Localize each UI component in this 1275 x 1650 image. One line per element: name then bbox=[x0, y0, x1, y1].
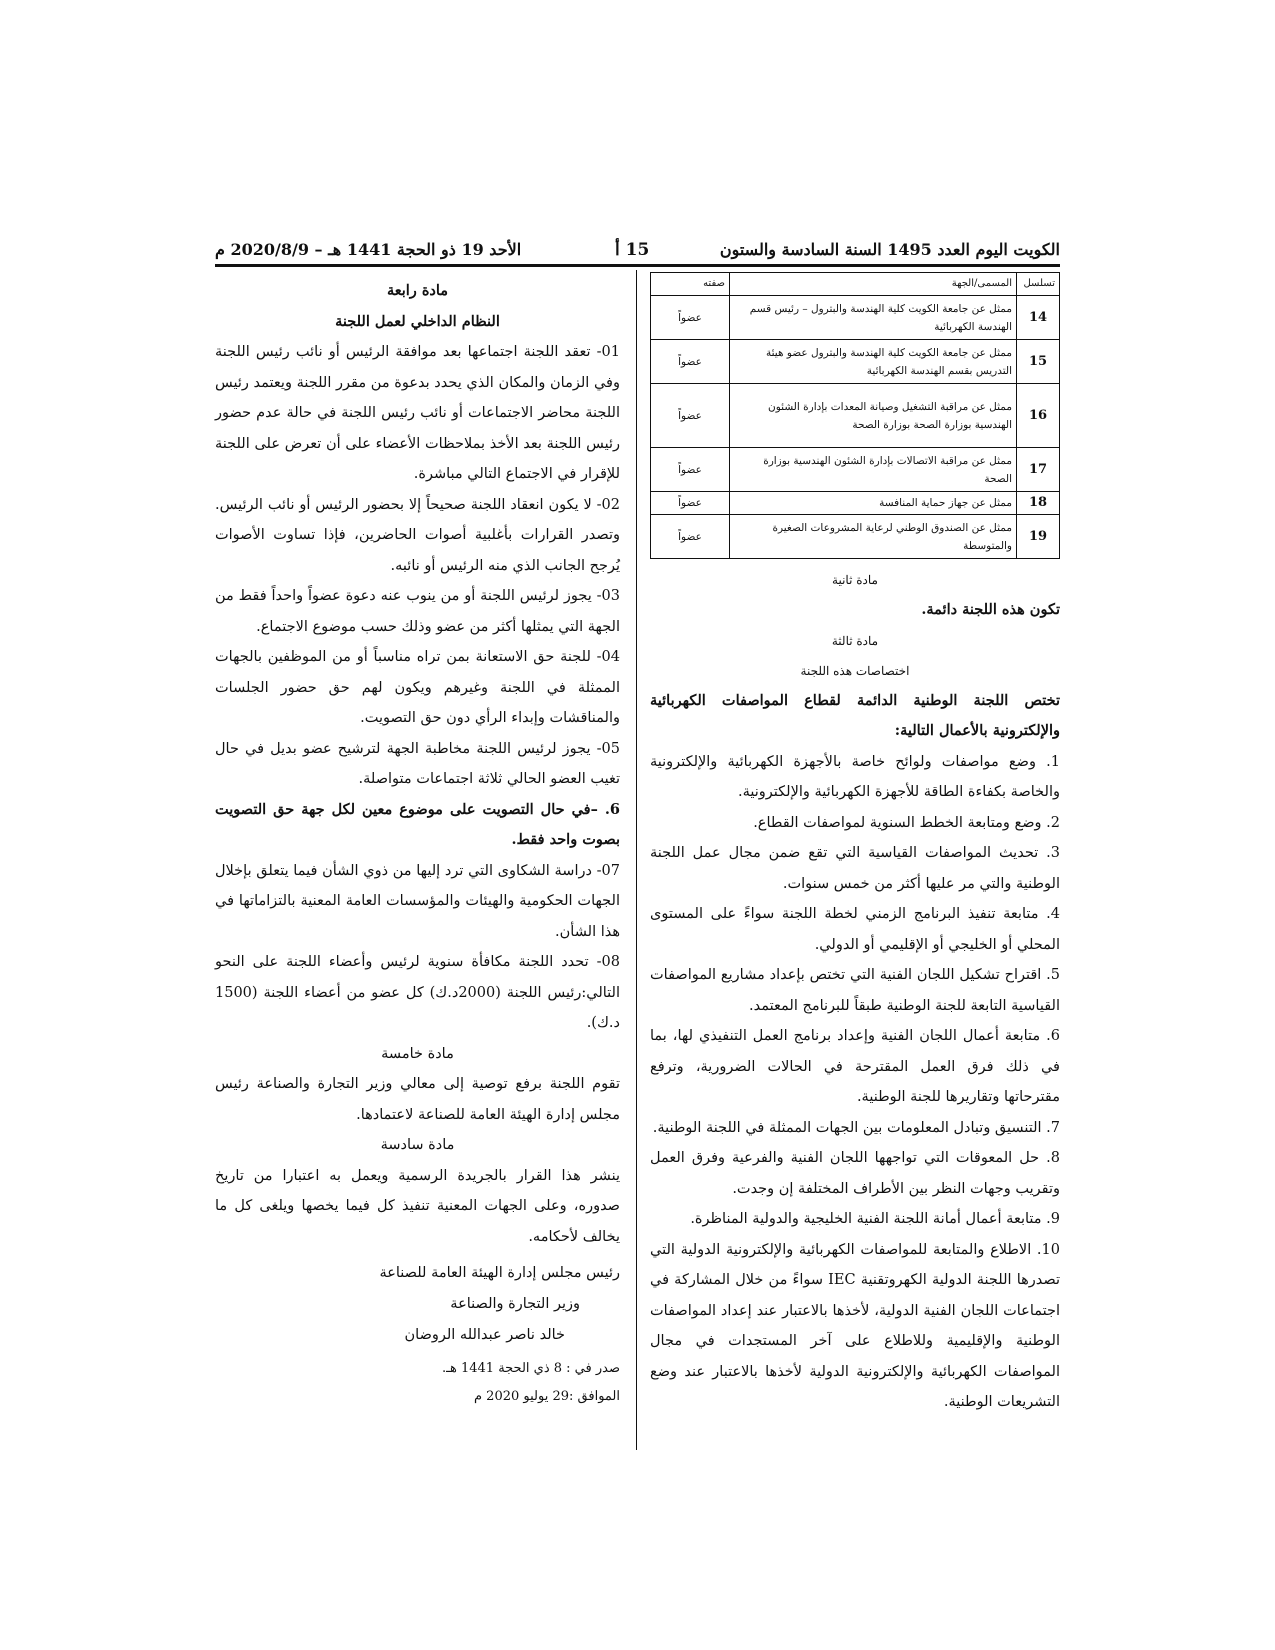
row-number: 19 bbox=[1017, 515, 1060, 559]
table-row bbox=[651, 492, 1060, 515]
header-rule bbox=[215, 264, 1060, 267]
article-5-title: مادة خامسة bbox=[381, 1045, 454, 1062]
list-item: 2. وضع ومتابعة الخطط السنوية لمواصفات القطاع. bbox=[753, 814, 1060, 831]
row-number: 14 bbox=[1017, 296, 1060, 340]
list-item: 04- للجنة حق الاستعانة بمن تراه مناسباً أو من الموظفين بالجهات الممثلة في اللجنة وغيرهم ويكون لهم حق حضور الجلسات والمناقشات وإبداء الرأي دون حق التصويت. bbox=[215, 649, 620, 726]
signatory-title: رئيس مجلس إدارة الهيئة العامة للصناعة bbox=[379, 1265, 620, 1281]
list-item: 03- يجوز لرئيس اللجنة أو من ينوب عنه دعوة عضواً واحداً فقط من الجهة التي يمثلها أكثر من عضو وذلك حسب موضوع الاجتماع. bbox=[215, 588, 620, 635]
right-column bbox=[650, 272, 1060, 1418]
list-item: 02- لا يكون انعقاد اللجنة صحيحاً إلا بحضور الرئيس أو نائب الرئيس. وتصدر القرارات بأغلبية أصوات الحاضرين، فإذا تساوت الأصوات يُرجح الجانب الذي منه الرئيس أو نائبه. bbox=[215, 496, 620, 574]
list-item: 08- تحدد اللجنة مكافأة سنوية لرئيس وأعضاء اللجنة على النحو التالي:رئيس اللجنة (2000د.ك) كل عضو من أعضاء اللجنة (1500 د.ك). bbox=[215, 954, 620, 1031]
article-3-title: مادة ثالثة bbox=[831, 633, 879, 648]
list-item: 3. تحديث المواصفات القياسية التي تقع ضمن مجال عمل اللجنة الوطنية والتي مر عليها أكثر من خمس سنوات. bbox=[650, 845, 1060, 892]
table-header-row bbox=[651, 273, 1060, 296]
article-6-text: ينشر هذا القرار بالجريدة الرسمية ويعمل به اعتبارا من تاريخ صدوره، وعلى الجهات المعنية تنفيذ كل فيما يخصها ويلغى كل ما يخالف لأحكامه. bbox=[215, 1167, 620, 1245]
list-item: 10. الاطلاع والمتابعة للمواصفات الكهربائية والإلكترونية الدولية التي تصدرها اللجنة الدولية الكهروتقنية IEC سواءً من خلال المشاركة في اجتماعات اللجان الفنية الدولية، لأخذها بالاعتبار عند إعداد المواصفات الوطنية والإقليمية وللاطلاع على آخر المستجدات في مجال المواصفات الكهربائية والإلكترونية الدولية لأخذها بالاعتبار عند وضع التشريعات الوطنية. bbox=[650, 1241, 1060, 1410]
list-item: 01- تعقد اللجنة اجتماعها بعد موافقة الرئيس أو نائب رئيس اللجنة وفي الزمان والمكان الذي يحدد بدعوة من مقرر اللجنة ويعتمد رئيس اللجنة محاضر الاجتماعات أو نائب رئيس اللجنة في حالة عدم حضور رئيس اللجنة بعد الأخذ بملاحظات الأعضاء على أن تعرض على اللجنة للإقرار في الاجتماع التالي مباشرة. bbox=[215, 344, 620, 482]
list-item: 1. وضع مواصفات ولوائح خاصة بالأجهزة الكهربائية والإلكترونية والخاصة بكفاءة الطاقة للأجهزة الكهربائية والإلكترونية. bbox=[650, 753, 1060, 800]
row-name: ممثل عن جامعة الكويت كلية الهندسة والبترول عضو هيئة التدريس بقسم الهندسة الكهربائية bbox=[730, 340, 1017, 384]
row-number: 17 bbox=[1017, 448, 1060, 492]
list-item: 6. –في حال التصويت على موضوع معين لكل جهة حق التصويت بصوت واحد فقط. bbox=[215, 800, 620, 848]
row-name: ممثل عن جامعة الكويت كلية الهندسة والبترول – رئيس قسم الهندسة الكهربائية bbox=[730, 296, 1017, 340]
col-header-name: المسمى/الجهة bbox=[730, 273, 1017, 296]
list-item: 07- دراسة الشكاوى التي ترد إليها من ذوي الشأن فيما يتعلق بإخلال الجهات الحكومية والهيئات والمؤسسات العامة المعنية بالتزاماتها في هذا الشأن. bbox=[215, 862, 620, 940]
row-name: ممثل عن جهاز حماية المنافسة bbox=[730, 492, 1017, 515]
row-role: عضواً bbox=[651, 492, 730, 515]
list-item: 8. حل المعوقات التي تواجهها اللجان الفنية والفرعية وفرق العمل وتقريب وجهات النظر بين الأطراف المختلفة إن وجدت. bbox=[650, 1150, 1060, 1197]
members-table bbox=[650, 272, 1060, 559]
article-3-subtitle: اختصاصات هذه اللجنة bbox=[800, 663, 910, 678]
list-item: 05- يجوز لرئيس اللجنة مخاطبة الجهة لترشيح عضو بديل في حال تغيب العضو الحالي ثلاثة اجتماعات متواصلة. bbox=[215, 740, 620, 787]
row-name: ممثل عن مراقبة التشغيل وصيانة المعدات بإدارة الشئون الهندسية بوزارة الصحة بوزارة الصحة bbox=[730, 384, 1017, 448]
article-6-title: مادة سادسة bbox=[380, 1137, 455, 1153]
issued-date: صدر في : 8 ذي الحجة 1441 هـ. bbox=[442, 1361, 620, 1376]
page-header bbox=[215, 238, 1060, 264]
row-role: عضواً bbox=[651, 448, 730, 492]
row-role: عضواً bbox=[651, 384, 730, 448]
left-column bbox=[215, 276, 620, 1411]
list-item: 4. متابعة تنفيذ البرنامج الزمني لخطة اللجنة سواءً على المستوى المحلي أو الخليجي أو الإقليمي أو الدولي. bbox=[650, 906, 1060, 953]
table-row bbox=[651, 384, 1060, 448]
corresponding-date: الموافق :29 يوليو 2020 م bbox=[473, 1389, 620, 1404]
article-3-intro: تختص اللجنة الوطنية الدائمة لقطاع المواصفات الكهربائية والإلكترونية بالأعمال التالية: bbox=[650, 691, 1060, 739]
article-4-subtitle: النظام الداخلي لعمل اللجنة bbox=[335, 312, 500, 330]
row-number: 18 bbox=[1017, 492, 1060, 515]
issue-date: الأحد 19 ذو الحجة 1441 هـ – 2020/8/9 م bbox=[215, 240, 522, 259]
signatory-name: خالد ناصر عبدالله الروضان bbox=[404, 1327, 565, 1343]
article-2-title: مادة ثانية bbox=[832, 573, 878, 587]
signatory-position: وزير التجارة والصناعة bbox=[450, 1296, 580, 1312]
row-name: ممثل عن مراقبة الاتصالات بإدارة الشئون الهندسية بوزارة الصحة bbox=[730, 448, 1017, 492]
table-row bbox=[651, 515, 1060, 559]
row-role: عضواً bbox=[651, 296, 730, 340]
issue-dates bbox=[215, 1355, 620, 1411]
article-5-text: تقوم اللجنة برفع توصية إلى معالي وزير التجارة والصناعة رئيس مجلس إدارة الهيئة العامة للصناعة لاعتمادها. bbox=[215, 1076, 620, 1123]
issue-info: الكويت اليوم العدد 1495 السنة السادسة والستون bbox=[719, 240, 1060, 259]
table-row bbox=[651, 340, 1060, 384]
list-item: 5. اقتراح تشكيل اللجان الفنية التي تختص بإعداد مشاريع المواصفات القياسية التابعة للجنة الوطنية طبقاً للبرنامج المعتمد. bbox=[650, 967, 1060, 1014]
row-role: عضواً bbox=[651, 515, 730, 559]
signature-block bbox=[215, 1258, 620, 1351]
article-2-text: تكون هذه اللجنة دائمة. bbox=[921, 601, 1060, 618]
table-row bbox=[651, 296, 1060, 340]
page-number: 15 أ bbox=[615, 240, 650, 260]
list-item: 6. متابعة أعمال اللجان الفنية وإعداد برنامج العمل التنفيذي لها، بما في ذلك فرق العمل المقترحة في الحالات الضرورية، وترفع مقترحاتها وتقاريرها للجنة الوطنية. bbox=[650, 1028, 1060, 1105]
col-header-role: صفته bbox=[651, 273, 730, 296]
row-name: ممثل عن الصندوق الوطني لرعاية المشروعات الصغيرة والمتوسطة bbox=[730, 515, 1017, 559]
table-row bbox=[651, 448, 1060, 492]
row-role: عضواً bbox=[651, 340, 730, 384]
row-number: 15 bbox=[1017, 340, 1060, 384]
row-number: 16 bbox=[1017, 384, 1060, 448]
list-item: 9. متابعة أعمال أمانة اللجنة الفنية الخليجية والدولية المناظرة. bbox=[690, 1211, 1060, 1227]
list-item: 7. التنسيق وتبادل المعلومات بين الجهات الممثلة في اللجنة الوطنية. bbox=[652, 1119, 1060, 1136]
col-header-serial: تسلسل bbox=[1017, 273, 1060, 296]
column-divider bbox=[636, 270, 637, 1450]
article-4-title: مادة رابعة bbox=[386, 282, 449, 299]
